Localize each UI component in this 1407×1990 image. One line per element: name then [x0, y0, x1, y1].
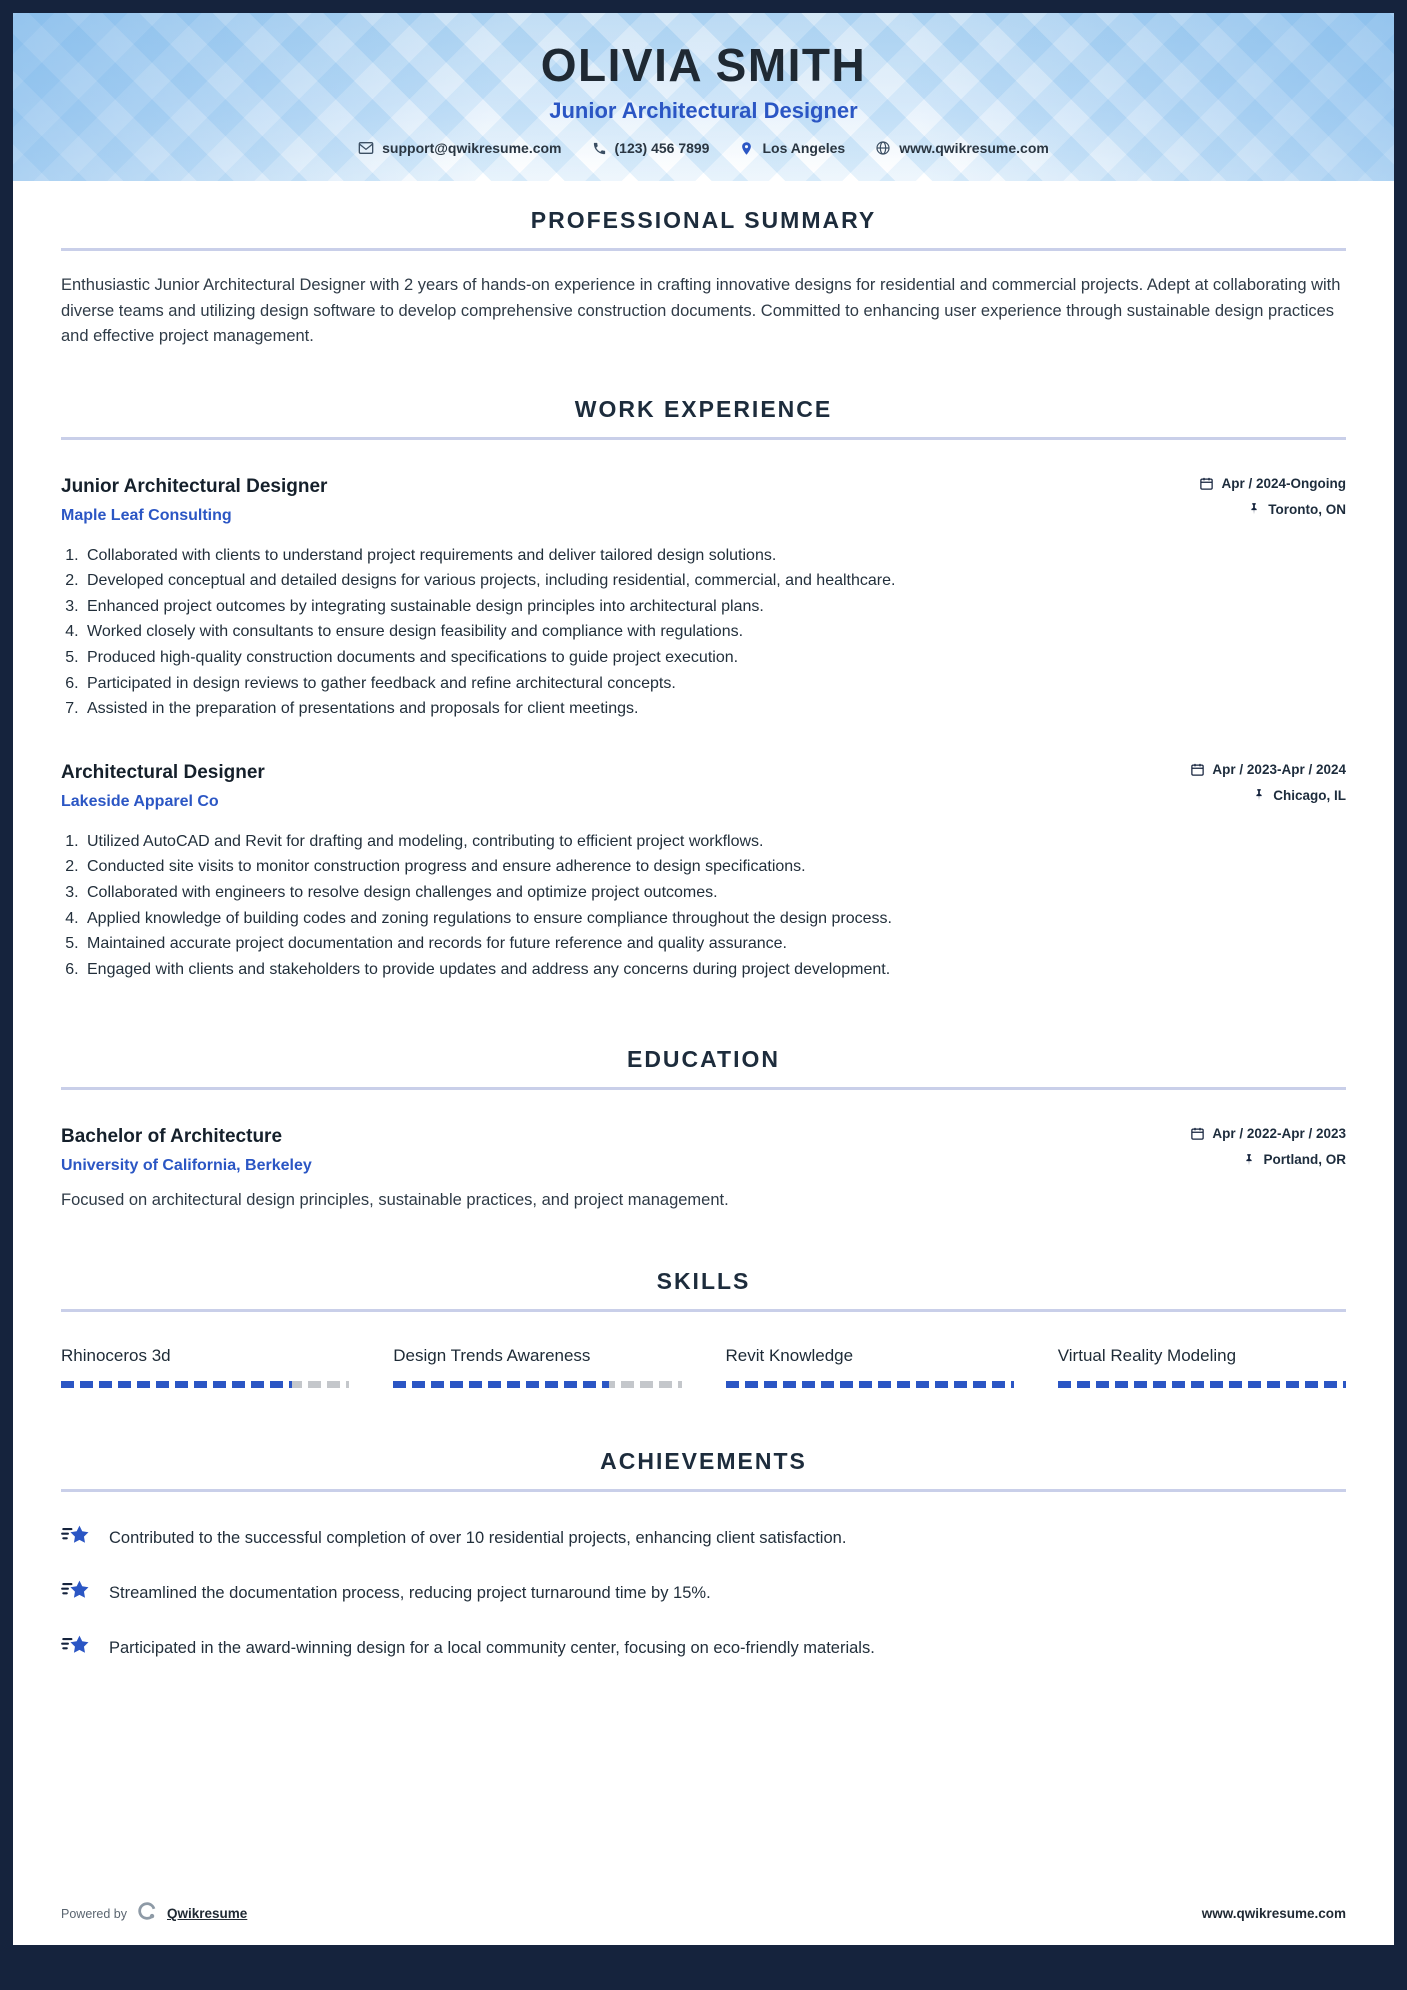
job-location-text: Toronto, ON — [1268, 501, 1346, 517]
section-divider — [61, 437, 1346, 440]
achievement-text: Streamlined the documentation process, reducing project turnaround time by 15%. — [109, 1584, 711, 1603]
job-bullet: 3. Enhanced project outcomes by integrating sustainable design principles into architectural plans. — [83, 594, 1346, 620]
email-icon — [358, 140, 374, 156]
qwikresume-brand-link[interactable]: Qwikresume — [167, 1906, 248, 1921]
education-dates — [1190, 1126, 1346, 1141]
skill-item — [726, 1346, 1014, 1388]
section-divider — [61, 1087, 1346, 1090]
achievement-item — [61, 1522, 1346, 1555]
qwikresume-logo-icon — [136, 1900, 158, 1927]
skill-item — [393, 1346, 681, 1388]
resume-content — [13, 207, 1394, 1665]
job-dates-text: Apr / 2024-Ongoing — [1221, 475, 1346, 491]
achievement-star-icon — [61, 1577, 91, 1610]
achievement-text: Participated in the award-winning design for a local community center, focusing on eco-friendly materials. — [109, 1639, 875, 1658]
skill-name: Design Trends Awareness — [393, 1346, 591, 1366]
contact-phone-text: (123) 456 7899 — [614, 140, 710, 156]
phone-icon — [592, 141, 607, 156]
skills-heading-text: SKILLS — [656, 1268, 751, 1295]
achievement-star-icon — [61, 1632, 91, 1665]
summary-heading-text: PROFESSIONAL SUMMARY — [530, 207, 877, 233]
job-dates-text: Apr / 2023-Apr / 2024 — [1212, 761, 1346, 777]
location-pin-icon — [739, 141, 754, 156]
achievements-heading-text: ACHIEVEMENTS — [600, 1448, 807, 1475]
job-bullet: 6. Participated in design reviews to gather feedback and refine architectural concepts. — [83, 671, 1346, 697]
job-bullet: 2. Conducted site visits to monitor construction progress and ensure adherence to design specifications. — [83, 854, 1346, 880]
summary-section-heading — [61, 207, 1346, 251]
section-divider — [61, 1489, 1346, 1492]
job-bullet: 2. Developed conceptual and detailed designs for various projects, including residential, commercial, and healthcare. — [83, 568, 1346, 594]
skill-progress-fill — [61, 1381, 292, 1388]
candidate-name: OLIVIA SMITH — [540, 39, 867, 91]
job-dates — [1190, 762, 1346, 777]
job-location-text: Chicago, IL — [1273, 787, 1346, 803]
achievement-text: Contributed to the successful completion of over 10 residential projects, enhancing client satisfaction. — [109, 1529, 847, 1548]
resume-page — [13, 13, 1394, 1945]
skills-section-heading — [61, 1268, 1346, 1312]
skill-name: Virtual Reality Modeling — [1057, 1346, 1237, 1366]
contact-row — [358, 140, 1049, 156]
achievements-list — [61, 1522, 1346, 1665]
achievement-item — [61, 1577, 1346, 1610]
pushpin-icon — [1252, 788, 1266, 802]
section-divider — [61, 1309, 1346, 1312]
school-name: University of California, Berkeley — [61, 1157, 312, 1175]
education-entry — [61, 1126, 1346, 1210]
job-bullet: 6. Engaged with clients and stakeholders to provide updates and address any concerns during project development. — [83, 957, 1346, 983]
skill-progress-fill — [1058, 1381, 1346, 1388]
page-footer — [61, 1900, 1346, 1927]
job-company: Maple Leaf Consulting — [61, 506, 232, 524]
job-title: Junior Architectural Designer — [61, 475, 328, 497]
job-dates — [1199, 476, 1346, 491]
education-section-heading — [61, 1046, 1346, 1090]
skills-grid — [61, 1346, 1346, 1388]
job-location — [1190, 788, 1346, 803]
skill-progress-fill — [726, 1381, 1014, 1388]
job-bullet: 1. Utilized AutoCAD and Revit for drafting and modeling, contributing to efficient project workflows. — [83, 829, 1346, 855]
skill-name: Revit Knowledge — [725, 1346, 854, 1366]
calendar-icon — [1199, 476, 1214, 491]
job-bullet: 1. Collaborated with clients to understand project requirements and deliver tailored design solutions. — [83, 543, 1346, 569]
job-bullet: 5. Produced high-quality construction documents and specifications to guide project execution. — [83, 645, 1346, 671]
skill-item — [1058, 1346, 1346, 1388]
education-heading-text: EDUCATION — [626, 1046, 780, 1073]
job-entry — [61, 762, 1346, 983]
skill-item — [61, 1346, 349, 1388]
achievement-item — [61, 1632, 1346, 1665]
achievements-section-heading — [61, 1448, 1346, 1492]
globe-icon — [875, 140, 891, 156]
pushpin-icon — [1242, 1153, 1256, 1167]
footer-website: www.qwikresume.com — [1201, 1906, 1346, 1921]
resume-header — [13, 13, 1394, 181]
contact-email[interactable] — [358, 140, 561, 156]
skill-name: Rhinoceros 3d — [61, 1346, 171, 1366]
education-location — [1190, 1152, 1346, 1167]
skill-progress-bar — [1058, 1381, 1346, 1388]
job-bullet: 3. Collaborated with engineers to resolve design challenges and optimize project outcomes. — [83, 880, 1346, 906]
achievement-star-icon — [61, 1522, 91, 1555]
summary-paragraph: Enthusiastic Junior Architectural Designer with 2 years of hands-on experience in crafting innovative designs for residential and commercial projects. Adept at collaborating with diverse teams and utilizing design software to develop comprehensive construction documents. Committed to enhancing user experience through sustainable design practices and effective project management. — [61, 276, 1341, 346]
calendar-icon — [1190, 762, 1205, 777]
education-dates-text: Apr / 2022-Apr / 2023 — [1212, 1126, 1346, 1142]
skill-progress-bar — [393, 1381, 681, 1388]
contact-location — [739, 140, 845, 156]
work-heading-text: WORK EXPERIENCE — [574, 395, 833, 422]
skill-progress-fill — [393, 1381, 609, 1388]
job-entry — [61, 476, 1346, 722]
education-location-text: Portland, OR — [1263, 1152, 1346, 1168]
job-title: Architectural Designer — [61, 761, 265, 783]
job-bullet: 7. Assisted in the preparation of presentations and proposals for client meetings. — [83, 696, 1346, 722]
job-bullet-list — [61, 543, 1346, 722]
job-company: Lakeside Apparel Co — [61, 792, 219, 810]
contact-phone — [592, 140, 710, 156]
job-bullet: 4. Worked closely with consultants to ensure design feasibility and compliance with regulations. — [83, 619, 1346, 645]
job-bullet: 4. Applied knowledge of building codes and zoning regulations to ensure compliance throughout the design process. — [83, 906, 1346, 932]
contact-email-text: support@qwikresume.com — [382, 140, 562, 156]
skill-progress-bar — [726, 1381, 1014, 1388]
degree-title: Bachelor of Architecture — [61, 1126, 283, 1148]
job-bullet: 5. Maintained accurate project documentation and records for future reference and quality assurance. — [83, 931, 1346, 957]
powered-by-label: Powered by — [61, 1906, 128, 1921]
job-location — [1199, 502, 1346, 517]
skill-progress-bar — [61, 1381, 349, 1388]
job-bullet-list — [61, 829, 1346, 983]
calendar-icon — [1190, 1126, 1205, 1141]
contact-website[interactable] — [875, 140, 1049, 156]
pushpin-icon — [1247, 502, 1261, 516]
education-description: Focused on architectural design principles, sustainable practices, and project management. — [61, 1191, 729, 1210]
contact-location-text: Los Angeles — [762, 140, 846, 156]
candidate-title: Junior Architectural Designer — [549, 98, 858, 123]
contact-website-text: www.qwikresume.com — [899, 140, 1049, 156]
work-section-heading — [61, 396, 1346, 440]
section-divider — [61, 248, 1346, 251]
